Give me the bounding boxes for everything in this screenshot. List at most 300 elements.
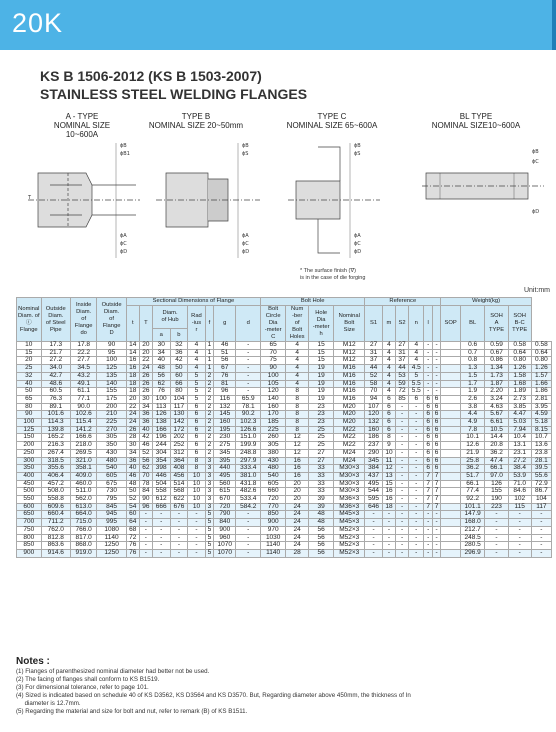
table-cell: - — [432, 380, 440, 388]
col-soha-l3: TYPE — [488, 327, 505, 333]
table-cell: 1.89 — [508, 388, 531, 396]
col-nominal — [17, 298, 42, 342]
table-cell: 65 — [261, 342, 286, 350]
table-cell: 19 — [309, 380, 334, 388]
col-pcd-l2: Circle — [265, 313, 281, 319]
col-m: m — [382, 306, 395, 342]
table-cell: 22 — [126, 403, 139, 411]
table-cell: 56 — [139, 457, 152, 465]
table-cell: 23 — [309, 419, 334, 427]
col-op-l4: Pipe — [49, 326, 62, 333]
table-cell: - — [152, 542, 170, 550]
table-cell: 4.9 — [460, 419, 485, 427]
label-phi-d: ϕD — [120, 249, 128, 255]
note-1: (1) Flanges of parenthesized nominal diameter had better not be used. — [16, 668, 210, 675]
table-spacer-cell — [441, 457, 460, 465]
table-cell: 15 — [309, 357, 334, 365]
table-cell: 800 — [17, 534, 42, 542]
table-cell: 345 — [214, 449, 236, 457]
diagram-c-drawing — [284, 133, 384, 273]
table-row — [17, 395, 552, 403]
table-cell: 22.2 — [70, 349, 96, 357]
table-cell: - — [396, 426, 409, 434]
table-cell: 8 — [286, 426, 309, 434]
table-cell: 76 — [214, 372, 236, 380]
table-cell: 4 — [382, 349, 395, 357]
table-cell: - — [409, 419, 424, 427]
table-spacer-cell — [441, 403, 460, 411]
table-cell: 16 — [286, 457, 309, 465]
table-spacer-cell — [441, 549, 460, 557]
table-cell: 90.0 — [70, 403, 96, 411]
table-cell: 1.5 — [460, 372, 485, 380]
table-cell: 39 — [309, 503, 334, 511]
table-cell: - — [382, 549, 395, 557]
table-cell: - — [170, 511, 188, 519]
table-cell: - — [508, 534, 531, 542]
table-cell: 312 — [170, 449, 188, 457]
table-cell: 39.5 — [531, 465, 551, 473]
table-cell: 1.3 — [460, 365, 485, 373]
table-cell: 358.1 — [70, 465, 96, 473]
table-cell: 101.1 — [460, 503, 485, 511]
table-row — [17, 472, 552, 480]
table-cell: 4 — [382, 365, 395, 373]
table-spacer-cell — [441, 542, 460, 550]
table-cell: 80 — [17, 403, 42, 411]
table-cell: 3 — [205, 465, 213, 473]
table-cell: 4 — [188, 365, 205, 373]
table-cell: 14.4 — [485, 434, 508, 442]
label-bl-phi-c: ϕC — [532, 159, 539, 165]
table-cell: 6 — [424, 442, 432, 450]
table-cell: M24 — [334, 457, 365, 465]
table-cell: - — [409, 542, 424, 550]
table-cell: 6 — [424, 419, 432, 427]
table-cell: 267.4 — [41, 449, 70, 457]
table-cell: 456 — [170, 472, 188, 480]
table-cell: 48 — [126, 480, 139, 488]
table-cell: - — [139, 534, 152, 542]
table-cell: 78 — [139, 480, 152, 488]
diagram-bl-type: BL TYPE — [459, 112, 493, 121]
label-phi-a: ϕA — [120, 233, 127, 239]
table-cell: 237 — [365, 442, 383, 450]
col-nh-l3: of — [294, 320, 300, 326]
table-cell: 790 — [214, 511, 236, 519]
table-cell: 6 — [188, 442, 205, 450]
col-of-l1: Outside — [101, 302, 122, 308]
table-cell: - — [409, 488, 424, 496]
table-cell: 1080 — [97, 526, 126, 534]
table-cell: 345 — [365, 457, 383, 465]
table-cell: 2 — [205, 442, 213, 450]
col-hd-l3: -meter — [312, 323, 330, 330]
table-cell: 4 — [286, 349, 309, 357]
table-cell: 664.0 — [70, 511, 96, 519]
table-cell: 13.6 — [531, 442, 551, 450]
table-cell: - — [409, 519, 424, 527]
table-cell: M52×3 — [334, 534, 365, 542]
table-cell: - — [485, 542, 508, 550]
table-cell: 1140 — [261, 542, 286, 550]
table-cell: 186 — [365, 434, 383, 442]
table-cell: 102.6 — [70, 411, 96, 419]
table-cell: 18 — [126, 388, 139, 396]
table-cell: - — [396, 480, 409, 488]
table-cell: 4.5 — [409, 365, 424, 373]
table-cell: 560 — [214, 480, 236, 488]
col-pcd-l1: Bolt — [268, 306, 279, 312]
table-cell: 36.2 — [460, 465, 485, 473]
table-cell: 230 — [214, 434, 236, 442]
table-cell: 19 — [309, 372, 334, 380]
table-cell: 660 — [261, 488, 286, 496]
table-spacer-cell — [441, 349, 460, 357]
table-cell: 6 — [432, 426, 440, 434]
table-spacer-cell — [441, 472, 460, 480]
table-cell: 15 — [309, 342, 334, 350]
table-cell: 115.4 — [70, 419, 96, 427]
table-cell: 354 — [152, 457, 170, 465]
table-cell: 60 — [126, 511, 139, 519]
table-cell: 97.0 — [485, 472, 508, 480]
table-cell: 56 — [309, 534, 334, 542]
table-cell: 6 — [424, 411, 432, 419]
table-cell: 140 — [261, 395, 286, 403]
table-cell: 17.8 — [70, 342, 96, 350]
table-cell: 202 — [170, 434, 188, 442]
table-cell: 120 — [261, 388, 286, 396]
table-cell: 96 — [139, 503, 152, 511]
table-cell: 6 — [424, 465, 432, 473]
table-cell: - — [236, 519, 261, 527]
table-cell: - — [531, 534, 551, 542]
table-cell: M22 — [334, 426, 365, 434]
table-cell: 711.2 — [41, 519, 70, 527]
table-cell: 355.6 — [41, 465, 70, 473]
table-cell: 6 — [188, 411, 205, 419]
table-cell: 8 — [188, 465, 205, 473]
table-cell: 130 — [170, 411, 188, 419]
table-cell: 116 — [214, 395, 236, 403]
table-cell: 9 — [382, 442, 395, 450]
table-cell: 6 — [432, 403, 440, 411]
table-cell: 46 — [214, 342, 236, 350]
table-cell: 0.58 — [531, 342, 551, 350]
diagram-bl-drawing — [418, 133, 550, 233]
col-rad-l3: r — [195, 327, 198, 333]
table-cell: 2 — [205, 403, 213, 411]
table-spacer-cell — [441, 488, 460, 496]
diagram-a-type: A - TYPE — [65, 112, 99, 121]
table-cell: 19 — [309, 395, 334, 403]
col-of-l5: D — [109, 330, 114, 336]
table-cell: 200 — [97, 403, 126, 411]
col-in-l3: of — [81, 316, 87, 322]
table-cell: 1 — [205, 342, 213, 350]
table-cell: 54 — [126, 503, 139, 511]
table-cell: 304 — [152, 449, 170, 457]
table-cell: - — [432, 526, 440, 534]
table-spacer-cell — [441, 442, 460, 450]
table-row — [17, 372, 552, 380]
table-spacer-cell — [441, 426, 460, 434]
table-cell: 12 — [286, 449, 309, 457]
table-cell: 430 — [261, 457, 286, 465]
table-cell: 72 — [396, 388, 409, 396]
table-cell: 47.4 — [485, 457, 508, 465]
table-cell: 646 — [365, 503, 383, 511]
table-cell: - — [236, 342, 261, 350]
table-cell: 18 — [126, 372, 139, 380]
table-cell: 495 — [214, 472, 236, 480]
col-hub-b: b — [170, 329, 188, 342]
col-in-l1: Inside — [75, 302, 92, 308]
table-cell: 36 — [126, 457, 139, 465]
table-cell: 139.8 — [41, 426, 70, 434]
table-cell: 76 — [152, 388, 170, 396]
table-cell: - — [424, 511, 432, 519]
table-cell: 76.3 — [41, 395, 70, 403]
label-t-upper: T — [28, 195, 32, 201]
table-cell: - — [396, 534, 409, 542]
table-cell: - — [409, 434, 424, 442]
table-cell: - — [409, 449, 424, 457]
table-cell: 364 — [170, 457, 188, 465]
table-cell: 95 — [97, 349, 126, 357]
table-cell: 196 — [152, 434, 170, 442]
table-cell: 4.47 — [508, 411, 531, 419]
table-cell: 56 — [309, 526, 334, 534]
table-cell: - — [188, 511, 205, 519]
col-bs-l1: Nominal — [338, 313, 360, 319]
table-cell: 440 — [214, 465, 236, 473]
table-cell: 26 — [139, 388, 152, 396]
table-cell: M52×3 — [334, 549, 365, 557]
table-cell: 6 — [432, 411, 440, 419]
table-cell: M16 — [334, 365, 365, 373]
table-cell: 1.58 — [508, 372, 531, 380]
table-cell: 58 — [365, 380, 383, 388]
table-cell: - — [432, 357, 440, 365]
table-cell: 70 — [261, 349, 286, 357]
table-cell: 6 — [424, 449, 432, 457]
table-cell: - — [409, 442, 424, 450]
table-cell: 6 — [424, 457, 432, 465]
table-cell: 495 — [365, 480, 383, 488]
table-cell: 40 — [152, 357, 170, 365]
table-cell: 67 — [214, 365, 236, 373]
table-spacer-cell — [441, 503, 460, 511]
table-cell: 27.2 — [41, 357, 70, 365]
table-cell: M12 — [334, 357, 365, 365]
table-cell: 56 — [214, 357, 236, 365]
table-cell: - — [152, 549, 170, 557]
table-cell: 1 — [205, 357, 213, 365]
table-cell: 126.6 — [236, 426, 261, 434]
col-nominal-l1: Nominal — [18, 305, 40, 312]
table-cell: 24 — [286, 534, 309, 542]
table-cell: 0.58 — [508, 342, 531, 350]
table-cell: 92.2 — [460, 496, 485, 504]
col-group-section: Sectional Dimensions of Flange — [126, 298, 260, 306]
table-cell: 550 — [17, 496, 42, 504]
table-cell: M16 — [334, 388, 365, 396]
table-cell: 0.86 — [485, 357, 508, 365]
table-cell: 280.5 — [460, 542, 485, 550]
table-cell: 16 — [126, 365, 139, 373]
table-cell: 15 — [17, 349, 42, 357]
table-spacer-cell — [441, 372, 460, 380]
table-cell: - — [396, 472, 409, 480]
table-cell: 4 — [286, 380, 309, 388]
table-cell: 7 — [432, 496, 440, 504]
table-cell: - — [188, 534, 205, 542]
table-cell: 5 — [205, 542, 213, 550]
table-spacer-cell — [441, 411, 460, 419]
table-cell: - — [396, 419, 409, 427]
table-cell: - — [170, 519, 188, 527]
table-cell: - — [188, 526, 205, 534]
table-cell: 766.0 — [70, 526, 96, 534]
table-cell: 155 — [97, 388, 126, 396]
col-nh-l5: Holes — [289, 334, 305, 340]
table-cell: - — [424, 534, 432, 542]
table-cell: 5 — [205, 549, 213, 557]
diagram-b-size: NOMINAL SIZE 20~50mm — [148, 121, 244, 130]
table-cell: 7 — [424, 480, 432, 488]
table-cell: 56 — [309, 542, 334, 550]
table-cell: 900 — [261, 519, 286, 527]
table-cell: 250 — [17, 449, 42, 457]
table-cell: 595 — [365, 496, 383, 504]
table-cell: 900 — [17, 549, 42, 557]
table-cell: 26 — [139, 372, 152, 380]
label-b-phi-a: ϕA — [242, 233, 249, 239]
table-cell: - — [152, 534, 170, 542]
table-cell: 850 — [17, 542, 42, 550]
table-cell: 562.0 — [70, 496, 96, 504]
table-cell: - — [396, 457, 409, 465]
table-cell: 25 — [309, 426, 334, 434]
table-cell: 1.7 — [460, 380, 485, 388]
table-cell: 218.0 — [70, 442, 96, 450]
table-cell: 720 — [261, 496, 286, 504]
table-cell: 4 — [409, 357, 424, 365]
table-cell: 51.7 — [460, 472, 485, 480]
table-cell: 430 — [97, 449, 126, 457]
label-c-phi-a: ϕA — [354, 233, 361, 239]
diagram-a-size: NOMINAL SIZE 10~600A — [53, 121, 111, 139]
table-cell: - — [236, 511, 261, 519]
table-cell: 12 — [286, 434, 309, 442]
table-cell: 2.73 — [508, 395, 531, 403]
table-cell: - — [365, 519, 383, 527]
table-cell: 48 — [309, 511, 334, 519]
table-cell: 6 — [188, 434, 205, 442]
table-cell: - — [409, 511, 424, 519]
table-cell: 609.6 — [41, 503, 70, 511]
col-g: g — [214, 306, 236, 342]
table-cell: 10 — [188, 472, 205, 480]
table-cell: 81 — [214, 380, 236, 388]
section-code: 20K — [12, 8, 64, 38]
table-cell: 17.3 — [41, 342, 70, 350]
table-cell: - — [396, 465, 409, 473]
table-cell: 970 — [261, 526, 286, 534]
table-cell: 3 — [205, 457, 213, 465]
table-cell: - — [396, 496, 409, 504]
table-cell: 350 — [17, 465, 42, 473]
col-of-l2: Diam. — [104, 309, 120, 315]
table-cell: - — [396, 434, 409, 442]
table-cell: - — [396, 549, 409, 557]
table-cell: 480 — [97, 457, 126, 465]
table-cell: 6 — [409, 395, 424, 403]
table-cell: - — [396, 542, 409, 550]
diagram-b-drawing — [150, 133, 270, 273]
table-cell: - — [424, 349, 432, 357]
diagram-bl-size: NOMINAL SIZE10~600A — [431, 121, 521, 130]
table-cell: 0.59 — [485, 342, 508, 350]
table-cell: 400 — [17, 472, 42, 480]
table-spacer-cell — [441, 465, 460, 473]
col-hub-a: a — [152, 329, 170, 342]
table-cell: - — [432, 372, 440, 380]
table-cell: 4 — [409, 349, 424, 357]
table-cell: 23.1 — [508, 449, 531, 457]
table-row — [17, 449, 552, 457]
table-cell: 90.2 — [236, 411, 261, 419]
col-nominal-l4: Flange — [19, 326, 38, 333]
table-cell: - — [432, 365, 440, 373]
table-cell: 6 — [424, 426, 432, 434]
table-cell: 4.4 — [460, 411, 485, 419]
table-cell: M22 — [334, 434, 365, 442]
table-cell: 6 — [382, 426, 395, 434]
table-cell: 24 — [126, 419, 139, 427]
table-cell: - — [396, 511, 409, 519]
table-cell: 140 — [97, 380, 126, 388]
table-cell: 15 — [309, 349, 334, 357]
table-cell: 514 — [170, 480, 188, 488]
table-cell: 62 — [139, 465, 152, 473]
table-cell: 296.9 — [460, 549, 485, 557]
table-cell: 20 — [139, 342, 152, 350]
table-cell: 2 — [205, 426, 213, 434]
table-cell: 6 — [424, 403, 432, 411]
table-cell: 25.8 — [460, 457, 485, 465]
table-cell: 94 — [365, 395, 383, 403]
table-cell: 720 — [214, 503, 236, 511]
table-cell: M52×3 — [334, 526, 365, 534]
table-cell: 2.20 — [485, 388, 508, 396]
table-spacer-cell — [441, 534, 460, 542]
table-cell: 6 — [432, 434, 440, 442]
table-cell: - — [170, 549, 188, 557]
table-cell: 270 — [97, 426, 126, 434]
table-cell: 1.9 — [460, 388, 485, 396]
col-blank — [432, 306, 440, 342]
table-cell: 7 — [424, 488, 432, 496]
table-cell: 138 — [152, 419, 170, 427]
table-cell: 7.94 — [508, 426, 531, 434]
table-cell: - — [236, 526, 261, 534]
table-cell: 6 — [432, 449, 440, 457]
table-cell: 216.3 — [41, 442, 70, 450]
col-boltsize — [334, 306, 365, 342]
